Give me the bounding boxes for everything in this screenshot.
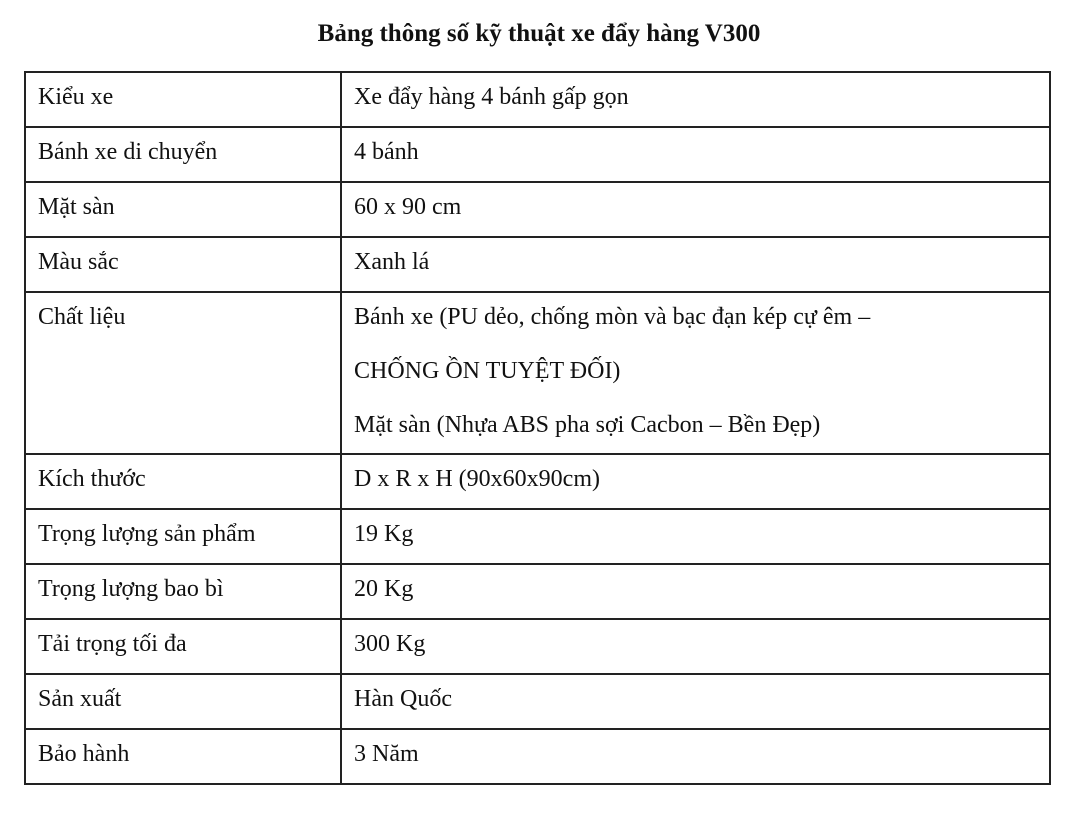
row-label: Kiểu xe	[25, 72, 341, 127]
table-row	[25, 729, 1050, 784]
row-label: Chất liệu	[25, 292, 341, 454]
row-value: Hàn Quốc	[341, 674, 1050, 729]
row-value: D x R x H (90x60x90cm)	[341, 454, 1050, 509]
table-row	[25, 127, 1050, 182]
row-value: Xe đẩy hàng 4 bánh gấp gọn	[341, 72, 1050, 127]
table-row	[25, 454, 1050, 509]
row-label: Sản xuất	[25, 674, 341, 729]
spec-table	[24, 71, 1051, 785]
row-value-line: Mặt sàn (Nhựa ABS pha sợi Cacbon – Bền Đẹp)	[354, 412, 821, 438]
table-title: Bảng thông số kỹ thuật xe đẩy hàng V300	[317, 20, 761, 47]
row-value-line: CHỐNG ỒN TUYỆT ĐỐI)	[354, 358, 621, 384]
row-value: 300 Kg	[341, 619, 1050, 674]
row-label: Kích thước	[25, 454, 341, 509]
row-value: 20 Kg	[341, 564, 1050, 619]
table-row	[25, 674, 1050, 729]
table-row	[25, 237, 1050, 292]
row-label: Tải trọng tối đa	[25, 619, 341, 674]
row-value: Xanh lá	[341, 237, 1050, 292]
row-label: Trọng lượng bao bì	[25, 564, 341, 619]
row-value: 4 bánh	[341, 127, 1050, 182]
row-value-line: Bánh xe (PU dẻo, chống mòn và bạc đạn kép cự êm –	[354, 304, 871, 330]
row-value: 19 Kg	[341, 509, 1050, 564]
row-label: Mặt sàn	[25, 182, 341, 237]
table-row	[25, 619, 1050, 674]
row-label: Bánh xe di chuyển	[25, 127, 341, 182]
table-row	[25, 509, 1050, 564]
row-value: 3 Năm	[341, 729, 1050, 784]
row-value: 60 x 90 cm	[341, 182, 1050, 237]
row-value	[341, 292, 1050, 454]
table-row	[25, 564, 1050, 619]
row-label: Trọng lượng sản phẩm	[25, 509, 341, 564]
row-label: Màu sắc	[25, 237, 341, 292]
table-row	[25, 72, 1050, 127]
table-row	[25, 182, 1050, 237]
row-label: Bảo hành	[25, 729, 341, 784]
table-row	[25, 292, 1050, 454]
